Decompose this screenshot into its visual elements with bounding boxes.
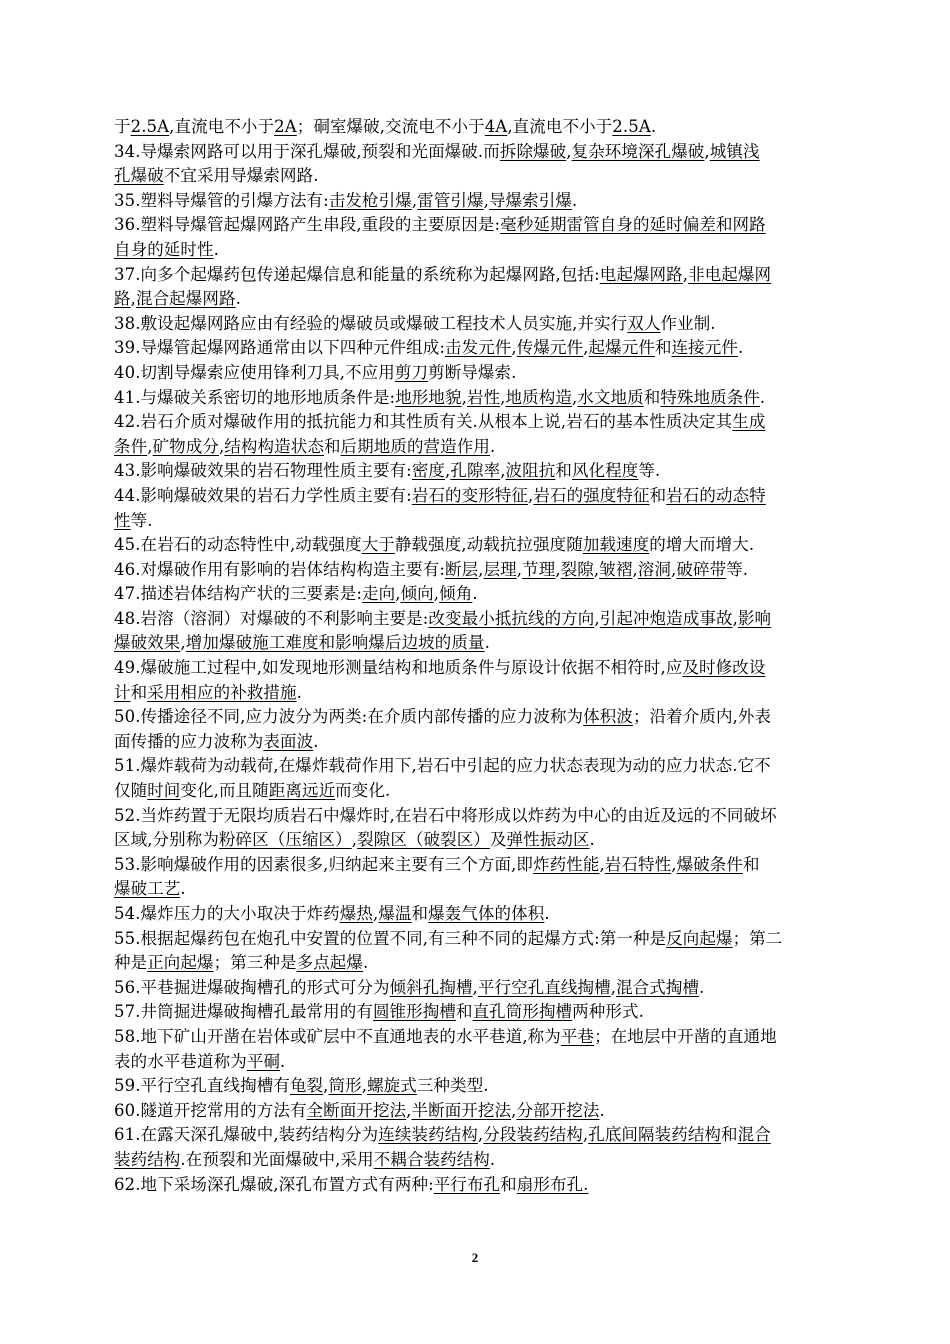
text-line (114, 312, 866, 337)
text-segment: 47.描述岩体结构产状的三要素是: (114, 584, 362, 604)
text-segment: ；在地层中开凿的直通地 (594, 1026, 777, 1046)
underlined-answer: 岩石的变形特征 (411, 485, 529, 505)
text-line (114, 509, 866, 534)
text-segment: . (699, 977, 705, 997)
underlined-answer: 层理 (483, 559, 517, 579)
text-segment: , (571, 387, 578, 407)
text-line (114, 705, 866, 730)
text-segment: 和 (323, 436, 341, 456)
text-line (114, 140, 866, 165)
underlined-answer: 密度 (411, 461, 446, 481)
underlined-answer: 2.5A (612, 117, 651, 136)
text-segment: , (478, 559, 484, 579)
underlined-answer: 皱褶 (599, 559, 633, 579)
underlined-answer: 龟裂 (289, 1076, 324, 1096)
text-segment: 的增大而增大. (649, 535, 755, 555)
underlined-answer: 半断面开挖法 (411, 1100, 512, 1120)
text-segment: ；沿着介质内,外表 (632, 707, 772, 727)
underlined-answer: 2A (274, 117, 297, 136)
text-segment: 39.导爆管起爆网路通常由以下四种元件组成: (114, 338, 445, 358)
underlined-answer: 拆除爆破 (499, 141, 567, 161)
text-segment: 51.爆炸载荷为动载荷,在爆炸载荷作用下,岩石中引起的应力状态表现为动的应力状态.它不 (114, 756, 771, 776)
underlined-answer: 溶洞 (637, 559, 672, 579)
underlined-answer: 断层 (445, 559, 479, 579)
text-segment: .在预裂和光面爆破中,采用 (180, 1149, 374, 1169)
underlined-answer: 增加爆破施工难度和影响爆后边坡的质量 (185, 633, 485, 653)
underlined-answer: 装药结构 (114, 1149, 181, 1169)
text-segment: . (280, 1051, 286, 1071)
underlined-answer: 走向 (362, 584, 396, 604)
underlined-answer: 混合起爆网路 (135, 289, 236, 309)
text-segment: 面传播的应力波称为 (114, 731, 264, 751)
underlined-answer: 矿物成分 (152, 436, 219, 456)
underlined-answer: 改变最小抵抗线的方向 (428, 608, 595, 628)
text-segment: 54.爆炸压力的大小取决于炸药 (114, 904, 340, 923)
underlined-answer: 连接元件 (671, 338, 738, 358)
text-segment: ；第三种是 (213, 953, 297, 973)
underlined-answer: 裂隙区（破裂区） (357, 830, 490, 850)
underlined-answer: 表面波 (263, 731, 314, 751)
text-segment: , (583, 338, 589, 358)
underlined-answer: 岩石特性 (604, 854, 672, 874)
underlined-answer: 结构构造状态 (224, 436, 324, 456)
underlined-answer: 雷管引爆 (417, 190, 484, 210)
text-segment: 56.平巷掘进爆破掏槽孔的形式可分为 (114, 977, 390, 997)
text-segment: 表的水平巷道称为 (114, 1051, 247, 1071)
text-segment: 及 (489, 830, 507, 850)
underlined-answer: 条件 (114, 436, 148, 456)
text-segment: 41.与爆破关系密切的地形地质条件是: (114, 387, 396, 407)
underlined-answer: 电起爆网路 (599, 264, 683, 284)
underlined-answer: 水文地质 (577, 387, 644, 407)
underlined-answer: 平行布孔 (433, 1174, 501, 1194)
text-segment: . (489, 1149, 496, 1169)
underlined-answer: 圆锥形掏槽 (372, 1002, 456, 1022)
text-segment: 和 (649, 485, 667, 505)
text-segment: 和 (455, 1002, 473, 1022)
text-segment: 57.井筒掘进爆破掏槽孔最常用的有 (114, 1002, 373, 1022)
text-line (114, 1173, 866, 1198)
text-segment: , (361, 1076, 368, 1096)
text-segment: 44.影响爆破效果的岩石力学性质主要有: (114, 485, 412, 505)
text-segment: 种是 (114, 953, 148, 973)
text-segment: . (472, 584, 478, 604)
underlined-answer: 毫秒延期雷管自身的延时偏差和网路 (500, 215, 766, 235)
underlined-answer: 剪刀 (394, 362, 429, 382)
underlined-answer: 击发元件 (445, 338, 512, 358)
text-segment: 仅随 (114, 781, 148, 801)
underlined-answer: 加载速度 (582, 535, 650, 555)
text-segment: , (599, 854, 605, 874)
underlined-answer: 直孔筒形掏槽 (472, 1002, 573, 1022)
text-line (114, 558, 866, 583)
text-segment: . (484, 633, 490, 653)
underlined-answer: 爆轰气体的体积 (428, 904, 545, 923)
text-segment: 等. (726, 559, 749, 579)
text-segment: , (610, 977, 617, 997)
text-segment: , (372, 904, 379, 923)
text-segment: 38.敷设起爆网路应由有经验的爆破员或爆破工程技术人员实施,并实行 (114, 313, 628, 333)
text-line (114, 779, 866, 804)
text-segment: 三种类型. (416, 1076, 489, 1096)
text-segment: . (296, 682, 302, 702)
text-line (114, 164, 866, 189)
text-line (114, 853, 866, 878)
text-segment: , (671, 559, 677, 579)
underlined-answer: 扇形布孔. (516, 1174, 589, 1194)
text-segment: . (363, 953, 369, 973)
underlined-answer: 粉碎区（压缩区） (218, 830, 352, 850)
text-segment: , (671, 854, 677, 874)
text-segment: 62.地下采场深孔爆破,深孔布置方式有两种: (114, 1174, 434, 1194)
underlined-answer: 孔爆破 (114, 166, 164, 186)
text-segment: , (218, 436, 225, 456)
underlined-answer: 螺旋式 (367, 1076, 417, 1096)
text-segment: 区域,分别称为 (114, 830, 219, 850)
text-line (114, 1000, 866, 1025)
text-segment: , (516, 559, 523, 579)
underlined-answer: 风化程度 (571, 461, 639, 481)
underlined-answer: 倾向 (400, 584, 434, 604)
underlined-answer: 后期地质的营造作用 (340, 436, 490, 456)
underlined-answer: 路 (114, 289, 131, 309)
text-segment: . (544, 904, 550, 923)
document-body (114, 115, 866, 1197)
text-segment: . (180, 879, 186, 899)
text-segment: 和 (643, 387, 661, 407)
text-line (114, 410, 866, 435)
underlined-answer: 导爆索引爆 (488, 190, 572, 210)
underlined-answer: 弹性振动区 (506, 830, 590, 850)
underlined-answer: 引起冲炮造成事故 (599, 608, 733, 628)
underlined-answer: 分段装药结构 (483, 1125, 583, 1145)
text-segment: ,直流电不小于 (507, 117, 613, 136)
underlined-answer: 连续装药结构 (378, 1125, 478, 1145)
text-segment: , (406, 1100, 412, 1120)
underlined-answer: 波阻抗 (505, 461, 556, 481)
underlined-answer: 地质构造 (505, 387, 572, 407)
text-line (114, 1099, 866, 1124)
text-line (114, 435, 866, 460)
text-line (114, 828, 866, 853)
text-segment: 45.在岩石的动态特性中,动载强度 (114, 535, 362, 555)
text-line (114, 631, 866, 656)
text-segment: , (594, 608, 600, 628)
text-line (114, 582, 866, 607)
text-segment: , (180, 633, 186, 653)
text-segment: . (650, 117, 657, 136)
underlined-answer: 双人 (627, 313, 661, 333)
underlined-answer: 爆破效果 (114, 633, 181, 653)
text-segment: 等. (130, 510, 153, 530)
underlined-answer: 及时修改设 (682, 658, 766, 678)
text-segment: , (395, 584, 401, 604)
text-segment: , (511, 1100, 517, 1120)
text-line (114, 336, 866, 361)
underlined-answer: 传爆元件 (516, 338, 584, 358)
text-segment: , (682, 264, 689, 284)
text-line (114, 681, 866, 706)
text-line (114, 386, 866, 411)
underlined-answer: 体积波 (583, 707, 633, 727)
underlined-answer: 破碎带 (676, 559, 727, 579)
text-segment: , (445, 461, 451, 481)
text-segment: , (704, 141, 710, 161)
text-segment: 40.切割导爆索应使用锋利刀具,不应用 (114, 362, 395, 382)
underlined-answer: 2.5A (130, 117, 170, 136)
underlined-answer: 地形地貌 (395, 387, 462, 407)
page-number: 2 (471, 1250, 479, 1265)
text-segment: , (472, 977, 478, 997)
text-segment: 和 (411, 904, 429, 923)
text-line (114, 287, 866, 312)
text-segment: 作业制. (660, 313, 716, 333)
underlined-answer: 城镇浅 (709, 141, 760, 161)
text-segment: ；第二 (732, 928, 783, 948)
text-segment: 58.地下矿山开凿在岩体或矿层中不直通地表的水平巷道,称为 (114, 1026, 561, 1046)
text-segment: , (477, 1125, 484, 1145)
underlined-answer: 孔隙率 (450, 461, 501, 481)
underlined-answer: 炸药性能 (533, 854, 600, 874)
text-line (114, 533, 866, 558)
text-segment: 60.隧道开挖常用的方法有 (114, 1100, 307, 1120)
text-segment: 43.影响爆破效果的岩石物理性质主要有: (114, 461, 412, 481)
text-line (114, 115, 866, 140)
text-line (114, 902, 866, 927)
underlined-answer: 距离远近 (268, 781, 336, 801)
text-segment: 42.岩石介质对爆破作用的抵抗能力和其性质有关.从根本上说,岩石的基本性质决定其 (114, 412, 733, 432)
underlined-answer: 性 (114, 510, 131, 530)
underlined-answer: 起爆元件 (588, 338, 655, 358)
text-line (114, 951, 866, 976)
text-segment: , (511, 338, 517, 358)
text-segment: 和 (130, 682, 148, 702)
text-line (114, 1050, 866, 1075)
text-segment: , (500, 387, 506, 407)
text-segment: 于 (114, 117, 131, 136)
text-segment: . (737, 338, 744, 358)
text-segment: 静载强度,动载抗拉强度随 (394, 535, 583, 555)
text-segment: 59.平行空孔直线掏槽有 (114, 1076, 290, 1096)
underlined-answer: 计 (114, 682, 131, 702)
text-segment: 和 (500, 1174, 517, 1194)
underlined-answer: 反向起爆 (666, 928, 733, 948)
underlined-answer: 生成 (732, 412, 766, 432)
text-line (114, 1123, 866, 1148)
text-segment: 61.在露天深孔爆破中,装药结构分为 (114, 1125, 379, 1145)
underlined-answer: 混合 (737, 1125, 771, 1145)
underlined-answer: 分部开挖法 (516, 1100, 600, 1120)
text-line (114, 213, 866, 238)
text-segment: 不宜采用导爆索网路. (163, 166, 319, 186)
underlined-answer: 裂隙 (560, 559, 594, 579)
text-line (114, 238, 866, 263)
text-segment: , (323, 1076, 329, 1096)
text-segment: 34.导爆索网路可以用于深孔爆破,预裂和光面爆破.而 (114, 141, 500, 161)
underlined-answer: 岩石的强度特征 (533, 485, 650, 505)
underlined-answer: 自身的延时性 (114, 239, 214, 259)
underlined-answer: 爆破条件 (676, 854, 743, 874)
text-segment: 两种形式. (572, 1002, 644, 1022)
text-line (114, 656, 866, 681)
text-segment: . (589, 830, 595, 850)
underlined-answer: 击发枪引爆 (328, 190, 412, 210)
text-line (114, 459, 866, 484)
text-line (114, 607, 866, 632)
text-segment: 46.对爆破作用有影响的岩体结构构造主要有: (114, 559, 445, 579)
text-line (114, 1148, 866, 1173)
text-segment: 53.影响爆破作用的因素很多,归纳起来主要有三个方面,即 (114, 854, 534, 874)
underlined-answer: 特殊地质条件 (660, 387, 760, 407)
underlined-answer: 不耦合装药结构 (373, 1149, 490, 1169)
text-segment: . (571, 190, 578, 210)
text-segment: , (528, 485, 534, 505)
text-segment: 50.传播途径不同,应力波分为两类:在介质内部传播的应力波称为 (114, 707, 584, 727)
underlined-answer: 采用相应的补救措施 (147, 682, 297, 702)
text-segment: 和 (654, 338, 672, 358)
text-line (114, 754, 866, 779)
underlined-answer: 筒形 (328, 1076, 362, 1096)
text-line (114, 189, 866, 214)
text-segment: , (555, 559, 561, 579)
text-segment: 49.爆破施工过程中,如发现地形测量结构和地质条件与原设计依据不相符时,应 (114, 658, 683, 678)
underlined-answer: 倾斜孔掏槽 (389, 977, 473, 997)
underlined-answer: 时间 (147, 781, 181, 801)
text-segment: . (759, 387, 766, 407)
text-segment: , (461, 387, 467, 407)
text-segment: . (235, 289, 241, 309)
text-line (114, 804, 866, 829)
underlined-answer: 孔底间隔装药结构 (588, 1125, 722, 1145)
text-segment: 37.向多个起爆药包传递起爆信息和能量的系统称为起爆网路,包括: (114, 264, 600, 284)
text-line (114, 976, 866, 1001)
text-segment: . (313, 731, 319, 751)
text-segment: , (147, 436, 153, 456)
text-segment: , (130, 289, 136, 309)
underlined-answer: 正向起爆 (147, 953, 214, 973)
text-line (114, 1074, 866, 1099)
text-segment: , (433, 584, 440, 604)
underlined-answer: 爆温 (378, 904, 412, 923)
text-segment: . (489, 436, 496, 456)
underlined-answer: 平巷 (560, 1026, 595, 1046)
text-segment: . (599, 1100, 605, 1120)
underlined-answer: 爆热 (339, 904, 373, 923)
text-segment: . (213, 239, 219, 259)
text-segment: , (582, 1125, 589, 1145)
text-segment: , (483, 190, 489, 210)
text-line (114, 484, 866, 509)
text-segment: 52.当炸药置于无限均质岩石中爆炸时,在岩石中将形成以炸药为中心的由近及远的不同破坏 (114, 805, 777, 825)
text-segment: 36.塑料导爆管起爆网路产生串段,重段的主要原因是: (114, 215, 501, 235)
text-segment: 等. (638, 461, 661, 481)
text-segment: 48.岩溶（溶洞）对爆破的不利影响主要是: (114, 608, 429, 628)
underlined-answer: 节理 (522, 559, 556, 579)
underlined-answer: 岩性 (466, 387, 501, 407)
text-segment: , (351, 830, 358, 850)
text-segment: , (566, 141, 572, 161)
underlined-answer: 岩石的动态特 (666, 485, 766, 505)
text-segment: 剪断导爆索. (428, 362, 517, 382)
text-segment: 和 (555, 461, 572, 481)
underlined-answer: 多点起爆 (296, 953, 364, 973)
text-line (114, 361, 866, 386)
underlined-answer: 倾角 (439, 584, 473, 604)
underlined-answer: 混合式掏槽 (616, 977, 700, 997)
text-line (114, 927, 866, 952)
underlined-answer: 平硐 (246, 1051, 281, 1071)
underlined-answer: 平行空孔直线掏槽 (477, 977, 611, 997)
text-segment: 而变化. (335, 781, 391, 801)
text-line (114, 1025, 866, 1050)
text-segment: ,直流电不小于 (169, 117, 275, 136)
text-line (114, 877, 866, 902)
text-segment: , (411, 190, 418, 210)
underlined-answer: 爆破工艺 (114, 879, 181, 899)
underlined-answer: 影响 (737, 608, 772, 628)
text-line (114, 263, 866, 288)
text-segment: 和 (742, 854, 760, 874)
underlined-answer: 全断面开挖法 (306, 1100, 407, 1120)
text-segment: , (593, 559, 600, 579)
text-segment: , (732, 608, 738, 628)
text-line (114, 730, 866, 755)
underlined-answer: 复杂环境深孔爆破 (571, 141, 705, 161)
text-segment: 变化,而且随 (180, 781, 269, 801)
text-segment: 55.根据起爆药包在炮孔中安置的位置不同,有三种不同的起爆方式:第一种是 (114, 928, 667, 948)
text-segment: 35.塑料导爆管的引爆方法有: (114, 190, 329, 210)
text-segment: , (500, 461, 506, 481)
text-segment: ；硐室爆破,交流电不小于 (296, 117, 485, 136)
text-segment: , (632, 559, 638, 579)
underlined-answer: 大于 (361, 535, 395, 555)
underlined-answer: 非电起爆网 (688, 264, 772, 284)
text-segment: 和 (721, 1125, 738, 1145)
underlined-answer: 4A (484, 117, 508, 136)
